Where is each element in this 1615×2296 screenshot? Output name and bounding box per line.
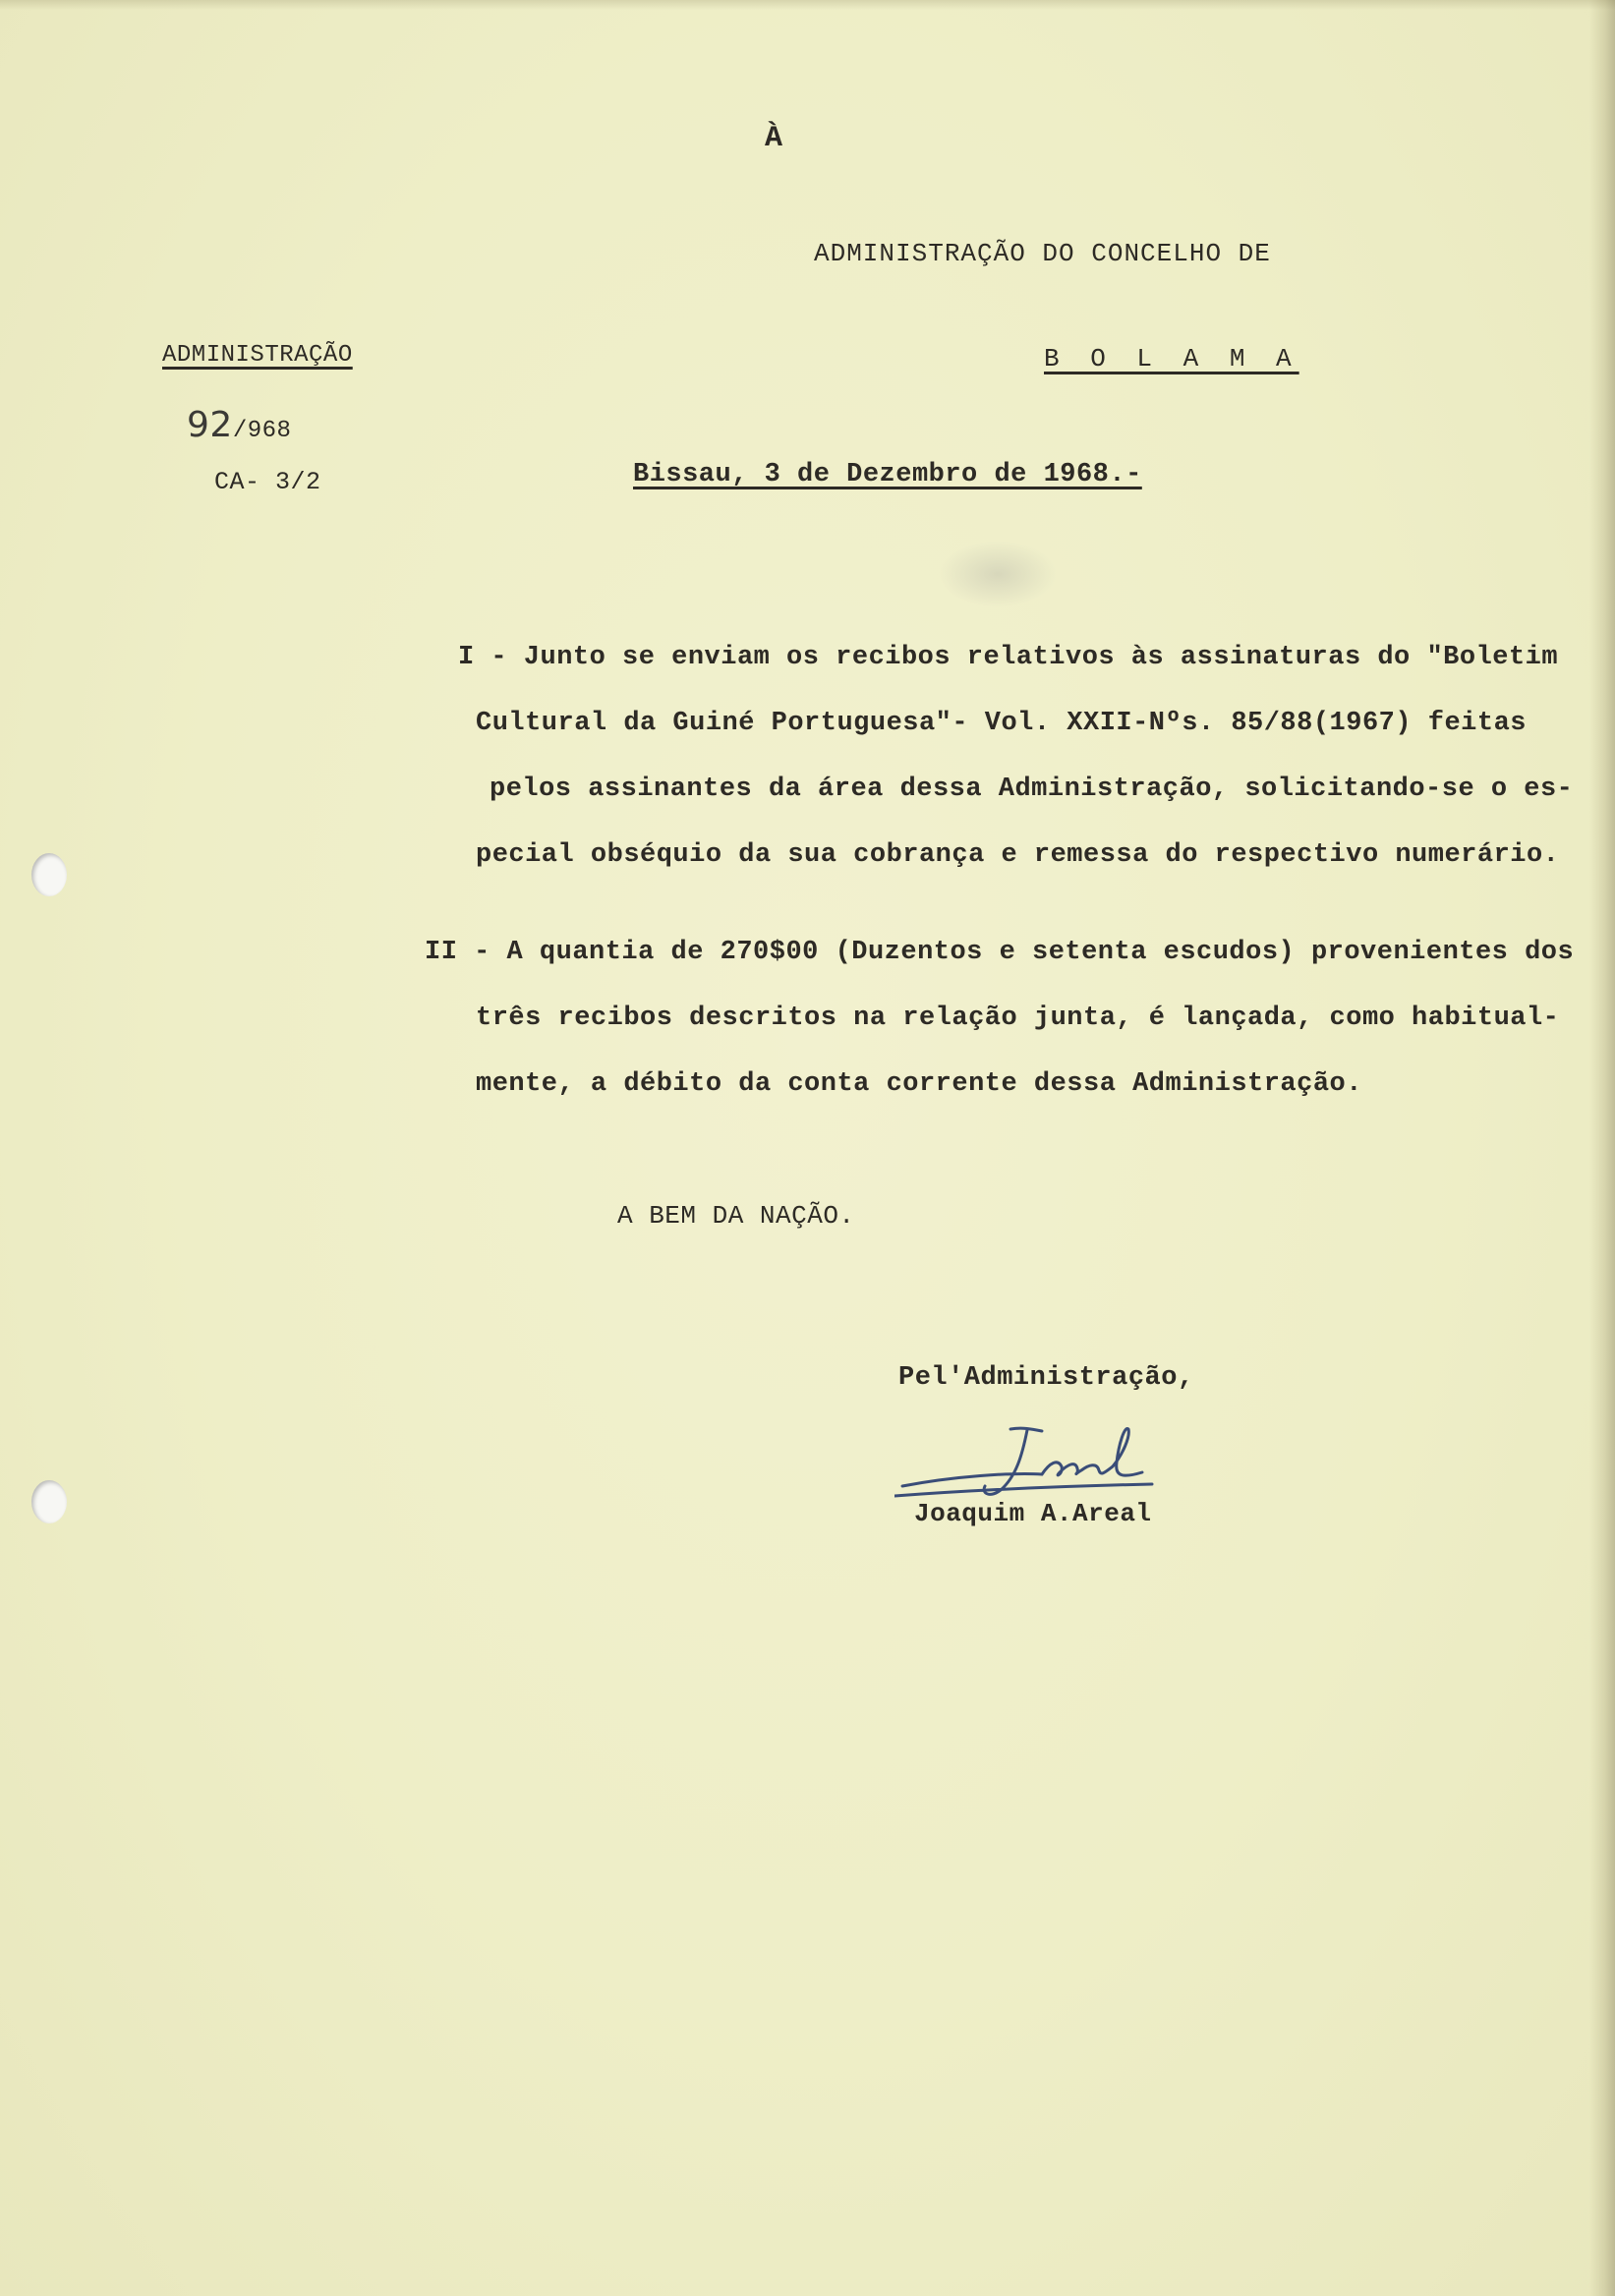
reference-number-year: /968: [232, 418, 292, 444]
reference-code: CA- 3/2: [214, 468, 321, 496]
reference-title: ADMINISTRAÇÃO: [162, 342, 353, 369]
paragraph-2-line-2: três recibos descritos na relação junta, é lançada, como habitual-: [476, 1004, 1560, 1033]
header-line-2: B O L A M A: [1044, 344, 1299, 373]
closing-salutation: A BEM DA NAÇÃO.: [617, 1201, 855, 1231]
reference-number-handwritten: 92: [187, 405, 233, 445]
date-line: Bissau, 3 de Dezembro de 1968.-: [633, 460, 1142, 489]
paper-right-edge-shadow: [1589, 0, 1615, 2296]
punch-hole-lower: [31, 1480, 67, 1523]
paragraph-2-line-1: II - A quantia de 270$00 (Duzentos e setenta escudos) provenientes dos: [425, 938, 1575, 967]
paragraph-1-line-1: I - Junto se enviam os recibos relativos às assinaturas do "Boletim: [458, 643, 1559, 672]
paragraph-2-line-3: mente, a débito da conta corrente dessa Administração.: [476, 1069, 1362, 1099]
paper-top-shadow: [0, 0, 1615, 10]
reference-number: [187, 405, 291, 445]
paragraph-1-line-2: Cultural da Guiné Portuguesa"- Vol. XXII-Nºs. 85/88(1967) feitas: [476, 709, 1527, 738]
signoff-line: Pel'Administração,: [898, 1363, 1194, 1393]
header-line-1: ADMINISTRAÇÃO DO CONCELHO DE: [814, 239, 1271, 268]
paragraph-1-line-3: pelos assinantes da área dessa Administração, solicitando-se o es-: [490, 775, 1574, 804]
paper-smudge: [939, 541, 1057, 607]
punch-hole-upper: [31, 853, 67, 896]
signer-name: Joaquim A.Areal: [914, 1499, 1152, 1528]
paragraph-1-line-4: pecial obséquio da sua cobrança e remessa do respectivo numerário.: [476, 840, 1560, 870]
top-mark: À: [765, 122, 783, 155]
